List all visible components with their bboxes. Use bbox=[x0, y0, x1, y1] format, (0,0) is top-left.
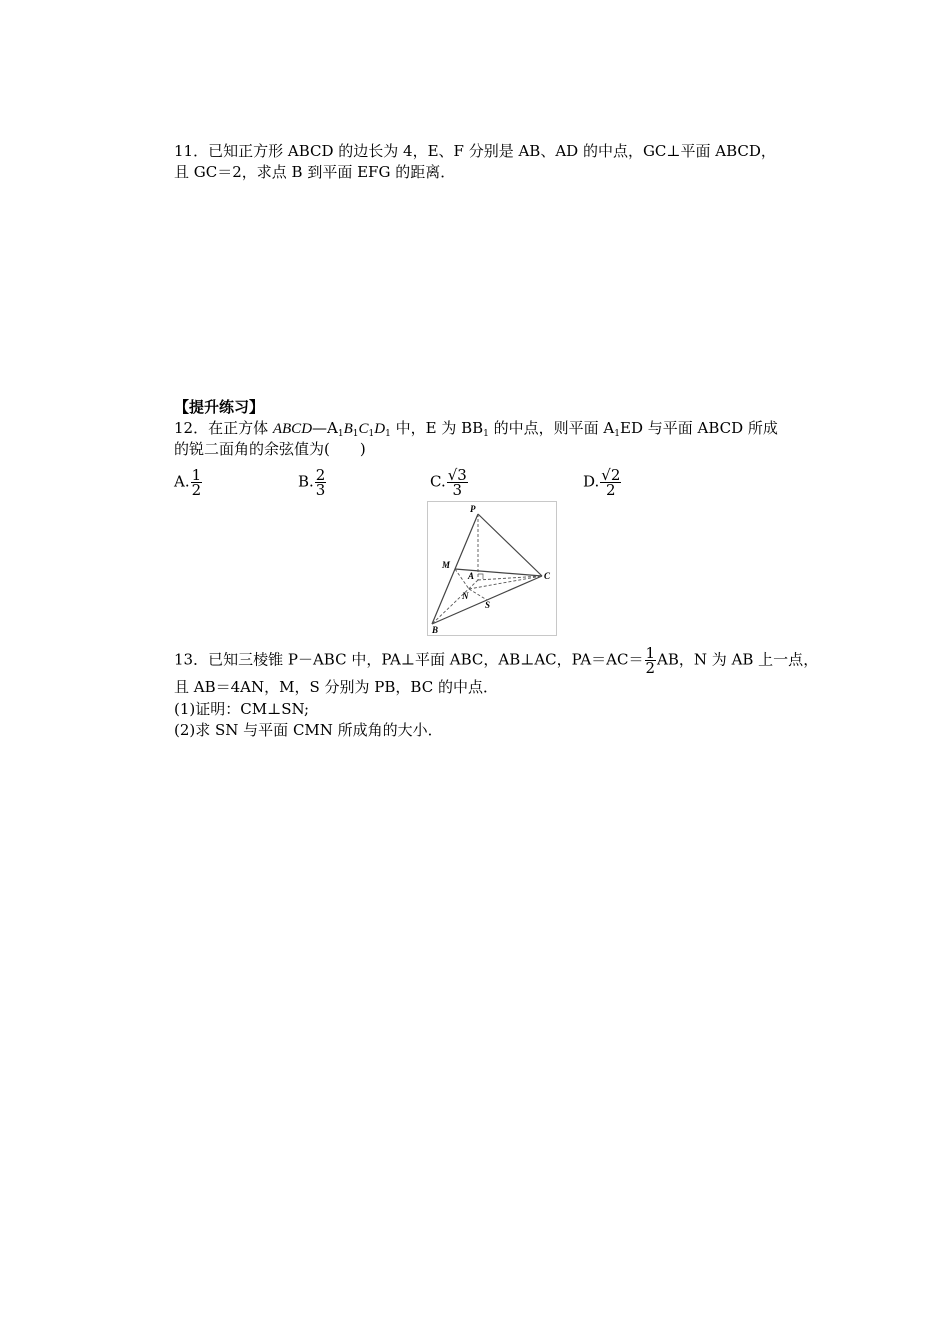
label-p: P bbox=[470, 504, 476, 514]
option-a-den: 2 bbox=[191, 481, 202, 499]
q13-frac-den: 2 bbox=[645, 659, 656, 677]
sub-1a: 1 bbox=[337, 429, 344, 439]
option-b[interactable] bbox=[298, 468, 327, 497]
option-c-label: C. bbox=[430, 472, 446, 491]
option-b-label: B. bbox=[298, 472, 314, 491]
sub-1b: 1 bbox=[352, 429, 359, 439]
q13-line2: 且 AB＝4AN，M，S 分别为 PB，BC 的中点． bbox=[174, 678, 498, 696]
q12-line1-b: ABCD bbox=[272, 421, 313, 437]
q12-line2: 的锐二面角的余弦值为( ) bbox=[174, 440, 366, 458]
option-d[interactable] bbox=[583, 468, 622, 497]
q12-line1-c: —A bbox=[312, 419, 338, 437]
sub-1e: 1 bbox=[483, 429, 489, 439]
option-a-num: 1 bbox=[191, 466, 202, 484]
option-d-den: 2 bbox=[606, 481, 616, 499]
option-b-num: 2 bbox=[315, 466, 326, 484]
q12-d: D bbox=[374, 421, 386, 437]
q12-line1-e: 的中点，则平面 A bbox=[488, 419, 615, 437]
edge-ab bbox=[432, 580, 478, 624]
option-c-num: √3 bbox=[447, 466, 467, 484]
q13-part1: (1)证明：CM⊥SN; bbox=[174, 700, 310, 718]
edge-pc bbox=[478, 514, 542, 576]
q12-b: B bbox=[343, 421, 353, 437]
label-s: S bbox=[485, 600, 491, 610]
sub-1f: 1 bbox=[614, 429, 620, 439]
edge-mn bbox=[455, 569, 469, 589]
q11-line1: 11．已知正方形 ABCD 的边长为 4，E、F 分别是 AB、AD 的中点，GC⊥平面 ABCD， bbox=[174, 142, 776, 160]
section-title: 【提升练习】 bbox=[174, 398, 265, 416]
q13-line1 bbox=[174, 646, 818, 675]
q12-c: C bbox=[358, 421, 369, 437]
option-d-label: D. bbox=[583, 472, 600, 491]
q12-line1-d: 中，E 为 BB bbox=[390, 419, 484, 437]
option-b-den: 3 bbox=[315, 481, 326, 499]
sub-1d: 1 bbox=[385, 429, 391, 439]
option-a-label: A. bbox=[174, 472, 190, 491]
sub-1c: 1 bbox=[368, 429, 375, 439]
label-n: N bbox=[462, 591, 469, 601]
label-b: B bbox=[432, 625, 439, 635]
option-c[interactable] bbox=[430, 468, 469, 497]
option-a[interactable] bbox=[174, 468, 203, 497]
q13-part2: (2)求 SN 与平面 CMN 所成角的大小． bbox=[174, 721, 443, 739]
q13-line1-b: AB，N 为 AB 上一点， bbox=[657, 650, 819, 669]
q12-line1-f: ED 与平面 ABCD 所成 bbox=[620, 419, 778, 437]
q12-line1-a: 12．在正方体 bbox=[174, 419, 273, 437]
pyramid-figure bbox=[427, 501, 557, 636]
option-d-num: √2 bbox=[601, 466, 621, 484]
label-c: C bbox=[544, 571, 551, 581]
q13-frac-num: 1 bbox=[645, 644, 656, 662]
option-c-den: 3 bbox=[452, 481, 463, 499]
pyramid-diagram bbox=[428, 502, 556, 635]
label-a: A bbox=[468, 571, 475, 581]
edge-ns bbox=[469, 589, 487, 600]
q13-line1-a: 13．已知三棱锥 P－ABC 中，PA⊥平面 ABC，AB⊥AC，PA＝AC＝ bbox=[174, 650, 644, 669]
edge-ac bbox=[478, 576, 542, 580]
label-m: M bbox=[442, 560, 451, 570]
q11-line2: 且 GC＝2，求点 B 到平面 EFG 的距离． bbox=[174, 163, 456, 181]
right-angle-mark bbox=[478, 574, 483, 579]
